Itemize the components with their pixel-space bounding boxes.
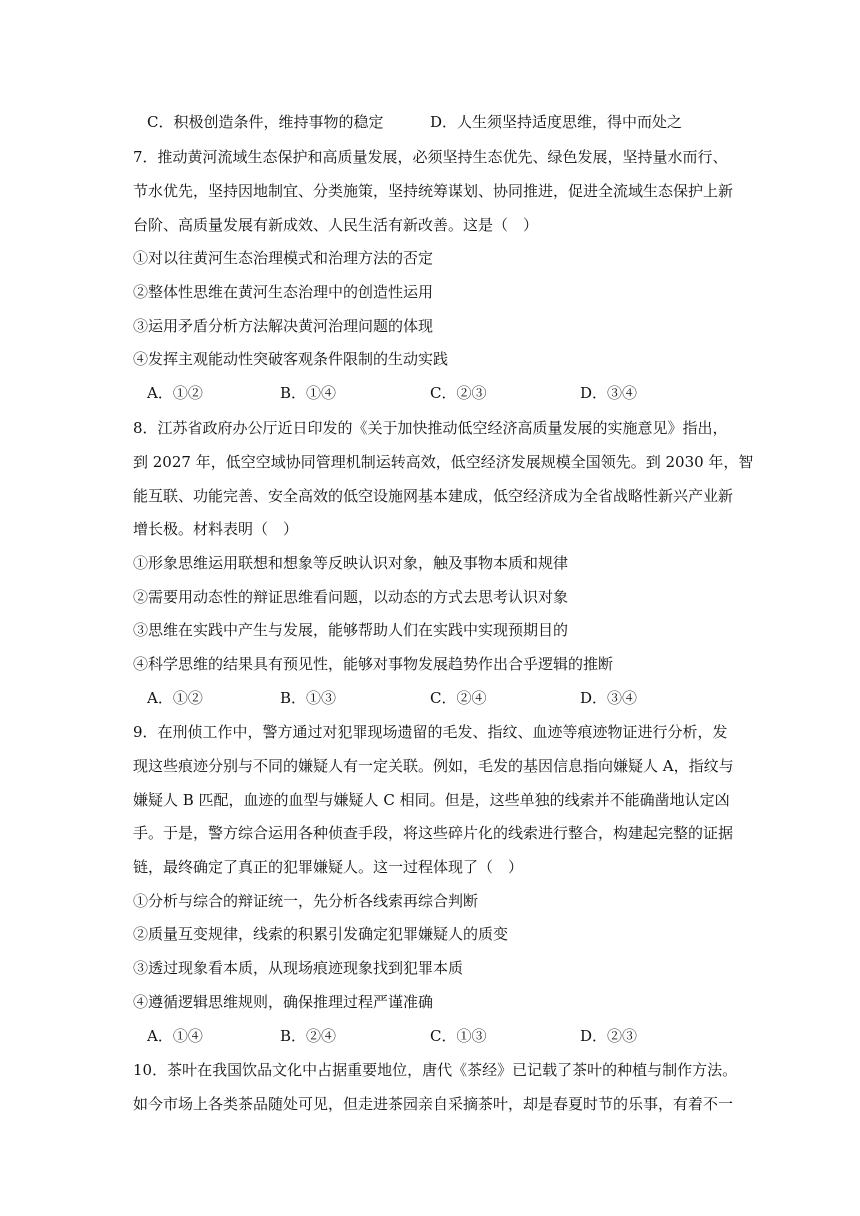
q8-stem-line-2: 到 2027 年，低空空域协同管理机制运转高效，低空经济发展规模全国领先。到 2030 年，智 bbox=[133, 453, 754, 471]
q9-statement-4: ④遵循逻辑思维规则，确保推理过程严谨准确 bbox=[133, 993, 434, 1011]
q7-option-b: B．①④ bbox=[280, 384, 337, 402]
q6-option-d: D．人生须坚持适度思维，得中而处之 bbox=[430, 113, 683, 131]
q9-statement-1: ①分析与综合的辩证统一，先分析各线索再综合判断 bbox=[133, 892, 479, 910]
q8-stem-line-4: 增长极。材料表明（ ） bbox=[133, 520, 299, 538]
q9-statement-3: ③透过现象看本质，从现场痕迹现象找到犯罪本质 bbox=[133, 959, 464, 977]
q8-option-a: A．①② bbox=[147, 689, 203, 707]
q7-stem-line-2: 节水优先，坚持因地制宜、分类施策，坚持统筹谋划、协同推进，促进全流域生态保护上新 bbox=[133, 182, 734, 200]
q8-statement-2: ②需要用动态性的辩证思维看问题，以动态的方式去思考认识对象 bbox=[133, 588, 569, 606]
q6-option-c: C．积极创造条件，维持事物的稳定 bbox=[147, 113, 384, 131]
q7-option-c: C．②③ bbox=[430, 384, 487, 402]
q9-option-b: B．②④ bbox=[280, 1027, 337, 1045]
q7-option-d: D．③④ bbox=[580, 384, 638, 402]
q8-option-b: B．①③ bbox=[280, 689, 337, 707]
q7-stem-line-1: 7．推动黄河流域生态保护和高质量发展，必须坚持生态优先、绿色发展，坚持量水而行、 bbox=[133, 148, 728, 166]
q9-stem-line-2: 现这些痕迹分别与不同的嫌疑人有一定关联。例如，毛发的基因信息指向嫌疑人 A，指纹与 bbox=[133, 757, 734, 775]
q10-stem-line-1: 10．茶叶在我国饮品文化中占据重要地位，唐代《茶经》已记载了茶叶的种植与制作方法。 bbox=[133, 1061, 738, 1079]
q7-statement-1: ①对以往黄河生态治理模式和治理方法的否定 bbox=[133, 249, 434, 267]
q8-statement-1: ①形象思维运用联想和想象等反映认识对象，触及事物本质和规律 bbox=[133, 554, 569, 572]
q10-stem-line-2: 如今市场上各类茶品随处可见，但走进茶园亲自采摘茶叶，却是春夏时节的乐事，有着不一 bbox=[133, 1095, 734, 1113]
q9-stem-line-1: 9．在刑侦工作中，警方通过对犯罪现场遗留的毛发、指纹、血迹等痕迹物证进行分析，发 bbox=[133, 723, 728, 741]
q7-statement-4: ④发挥主观能动性突破客观条件限制的生动实践 bbox=[133, 350, 449, 368]
q9-stem-line-5: 链，最终确定了真正的犯罪嫌疑人。这一过程体现了（ ） bbox=[133, 858, 524, 876]
q9-stem-line-4: 手。于是，警方综合运用各种侦查手段，将这些碎片化的线索进行整合，构建起完整的证据 bbox=[133, 824, 734, 842]
q6-option-row bbox=[133, 112, 733, 132]
q8-option-d: D．③④ bbox=[580, 689, 638, 707]
q9-option-row bbox=[133, 1026, 733, 1046]
q7-statement-3: ③运用矛盾分析方法解决黄河治理问题的体现 bbox=[133, 317, 434, 335]
q7-option-row bbox=[133, 383, 733, 403]
q9-option-a: A．①④ bbox=[147, 1027, 203, 1045]
q7-statement-2: ②整体性思维在黄河生态治理中的创造性运用 bbox=[133, 283, 434, 301]
q9-statement-2: ②质量互变规律，线索的积累引发确定犯罪嫌疑人的质变 bbox=[133, 925, 509, 943]
q8-statement-3: ③思维在实践中产生与发展，能够帮助人们在实践中实现预期目的 bbox=[133, 621, 569, 639]
q7-stem-line-3: 台阶、高质量发展有新成效、人民生活有新改善。这是（ ） bbox=[133, 216, 539, 234]
q8-option-c: C．②④ bbox=[430, 689, 487, 707]
q9-option-d: D．②③ bbox=[580, 1027, 638, 1045]
q9-option-c: C．①③ bbox=[430, 1027, 487, 1045]
q8-option-row bbox=[133, 688, 733, 708]
q9-stem-line-3: 嫌疑人 B 匹配，血迹的血型与嫌疑人 C 相同。但是，这些单独的线索并不能确凿地认定凶 bbox=[133, 791, 730, 809]
q8-stem-line-3: 能互联、功能完善、安全高效的低空设施网基本建成，低空经济成为全省战略性新兴产业新 bbox=[133, 487, 734, 505]
q7-option-a: A．①② bbox=[147, 384, 203, 402]
q8-statement-4: ④科学思维的结果具有预见性，能够对事物发展趋势作出合乎逻辑的推断 bbox=[133, 655, 614, 673]
q8-stem-line-1: 8．江苏省政府办公厅近日印发的《关于加快推动低空经济高质量发展的实施意见》指出， bbox=[133, 419, 728, 437]
